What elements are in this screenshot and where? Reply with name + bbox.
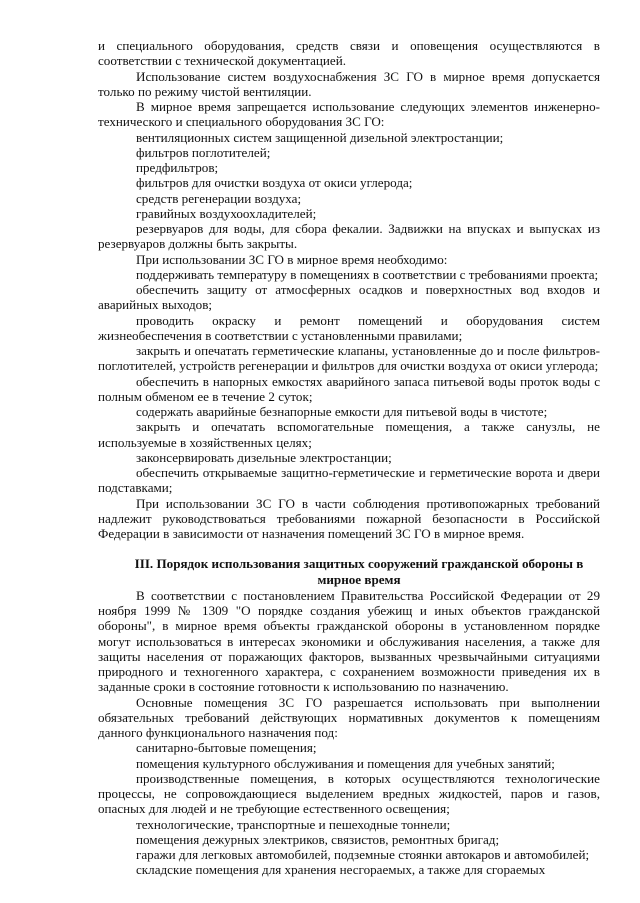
paragraph: Использование систем воздухоснабжения ЗС ГО в мирное время допускается только по режиму чистой вентиляции. xyxy=(98,68,600,99)
list-item: помещения дежурных электриков, связистов, ремонтных бригад; xyxy=(136,831,500,847)
list-item: резервуаров для воды, для сбора фекалии. Задвижки на впусках и выпусках из резервуаров должны быть закрыты. xyxy=(98,221,600,252)
list-item: обеспечить защиту от атмосферных осадков и поверхностных вод входов и аварийных выходов; xyxy=(98,282,600,313)
paragraph: При использовании ЗС ГО в мирное время необходимо: xyxy=(136,251,448,267)
list-item: обеспечить открываемые защитно-герметические и герметические ворота и двери подставками; xyxy=(98,465,600,496)
list-item: закрыть и опечатать вспомогательные помещения, а также санузлы, не используемые в хозяйственных целях; xyxy=(98,419,600,450)
list-item: фильтров поглотителей; xyxy=(136,144,271,160)
list-item: санитарно-бытовые помещения; xyxy=(136,740,317,756)
paragraph: и специального оборудования, средств связи и оповещения осуществляются в соответствии с технической документацией. xyxy=(98,38,600,69)
paragraph: При использовании ЗС ГО в части соблюдения противопожарных требований надлежит руководствоваться требованиями пожарной безопасности в Российской Федерации в зависимости от назначения помещений ЗС ГО в мирное время. xyxy=(98,495,600,541)
list-item: поддерживать температуру в помещениях в соответствии с требованиями проекта; xyxy=(136,266,599,282)
list-item: складские помещения для хранения несгораемых, а также для сгораемых xyxy=(136,862,546,878)
list-item: фильтров для очистки воздуха от окиси углерода; xyxy=(136,175,413,191)
section-heading: III. Порядок использования защитных сооружений гражданской обороны в мирное время xyxy=(134,556,584,587)
list-item: законсервировать дизельные электростанции; xyxy=(136,449,392,465)
paragraph: В соответствии с постановлением Правительства Российской Федерации от 29 ноября 1999 № 1309 "О порядке создания убежищ и иных объектов гражданской обороны", в мирное время объекты гражданской обороны в установленном порядке могут использоваться в интересах экономики и обслуживания населения, а также для защиты населения от поражающих факторов, вызванных чрезвычайными ситуациями природного и техногенного характера, с сохранением возможности приведения их в заданные сроки в состояние готовности к использованию по назначению. xyxy=(98,587,600,695)
list-item: проводить окраску и ремонт помещений и оборудования систем жизнеобеспечения в соответствии с установленными правилами; xyxy=(98,312,600,343)
list-item: содержать аварийные безнапорные емкости для питьевой воды в чистоте; xyxy=(136,404,548,419)
paragraph: Основные помещения ЗС ГО разрешается использовать при выполнении обязательных требований действующих нормативных документов к помещениям данного функционального назначения под: xyxy=(98,694,600,740)
list-item: производственные помещения, в которых осуществляются технологические процессы, не сопровождающиеся выделением вредных жидкостей, паров и газов, опасных для людей и не требующие естественного освещения; xyxy=(98,770,600,817)
list-item: гаражи для легковых автомобилей, подземные стоянки автокаров и автомобилей; xyxy=(136,847,590,862)
list-item: средств регенерации воздуха; xyxy=(136,190,302,206)
list-item: предфильтров; xyxy=(136,160,219,175)
list-item: вентиляционных систем защищенной дизельной электростанции; xyxy=(136,129,504,145)
list-item: технологические, транспортные и пешеходные тоннели; xyxy=(136,816,451,832)
list-item: гравийных воздухоохладителей; xyxy=(136,205,317,221)
list-item: обеспечить в напорных емкостях аварийного запаса питьевой воды проток воды с полным обменом ее в течение 2 суток; xyxy=(98,373,600,404)
list-item: помещения культурного обслуживания и помещения для учебных занятий; xyxy=(136,755,555,771)
list-item: закрыть и опечатать герметические клапаны, установленные до и после фильтров-поглотителей, устройств регенерации и фильтров для очистки воздуха от окиси углерода; xyxy=(98,343,600,374)
paragraph: В мирное время запрещается использование следующих элементов инженерно-технического и специального оборудования ЗС ГО: xyxy=(98,99,600,130)
